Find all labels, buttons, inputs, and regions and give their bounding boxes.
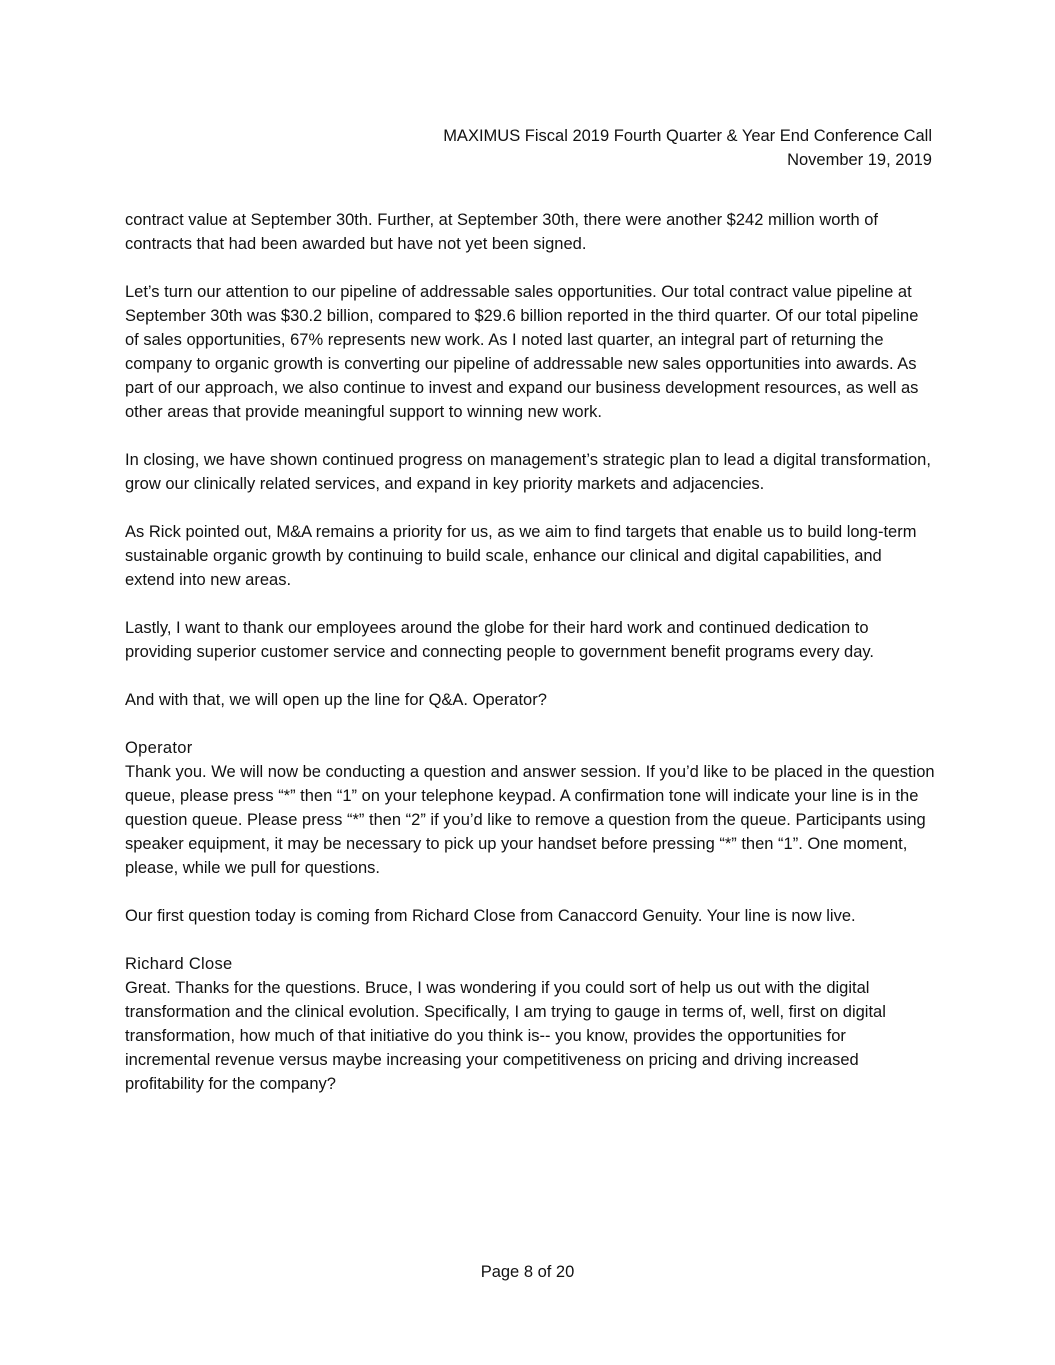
document-date: November 19, 2019 bbox=[787, 151, 932, 169]
paragraph-contract-value: contract value at September 30th. Further, at September 30th, there were another $242 million worth of contracts that had been awarded but have not yet been signed. bbox=[125, 211, 879, 253]
page-footer bbox=[0, 1260, 1055, 1284]
paragraph-pipeline: Let’s turn our attention to our pipeline of addressable sales opportunities. Our total contract value pipeline at September 30th was $30.2 billion, compared to $29.6 billion reported in the third quarter. Of our total pipeline of sales opportunities, 67% represents new work. As I noted last quarter, an integral part of returning the company to organic growth is converting our pipeline of addressable new sales opportunities into awards. As part of our approach, we also continue to invest and expand our business development resources, as well as other areas that provide meaningful support to winning new work. bbox=[125, 283, 919, 421]
paragraph-first-question: Our first question today is coming from Richard Close from Canaccord Genuity. Your line is now live. bbox=[125, 907, 856, 925]
paragraph-open-line: And with that, we will open up the line for Q&A. Operator? bbox=[125, 691, 547, 709]
paragraph-richard-question: Great. Thanks for the questions. Bruce, I was wondering if you could sort of help us out with the digital transformation and the clinical evolution. Specifically, I am trying to gauge in terms of, well, first on digital transformation, how much of that initiative do you think is-- you know, provides the opportunities for incremental revenue versus maybe increasing your competitiveness on pricing and driving increased profitability for the company? bbox=[125, 979, 886, 1093]
speaker-name-richard-close: Richard Close bbox=[125, 955, 233, 973]
operator-block bbox=[125, 736, 935, 880]
paragraph-closing: In closing, we have shown continued progress on management’s strategic plan to lead a digital transformation, grow our clinically related services, and expand in key priority markets and adjacencies. bbox=[125, 451, 931, 493]
transcript-body bbox=[125, 208, 935, 1120]
richard-close-block bbox=[125, 952, 935, 1096]
paragraph-thanks: Lastly, I want to thank our employees around the globe for their hard work and continued dedication to providing superior customer service and connecting people to government benefit programs every day. bbox=[125, 619, 875, 661]
paragraph-operator-instructions: Thank you. We will now be conducting a question and answer session. If you’d like to be placed in the question queue, please press “*” then “1” on your telephone keypad. A confirmation tone will indicate your line is in the question queue. Please press “*” then “2” if you’d like to remove a question from the queue. Participants using speaker equipment, it may be necessary to pick up your handset before pressing “*” then “1”. One moment, please, while we pull for questions. bbox=[125, 763, 935, 877]
page-number: Page 8 of 20 bbox=[480, 1263, 575, 1281]
speaker-name-operator: Operator bbox=[125, 739, 193, 757]
paragraph-m-and-a: As Rick pointed out, M&A remains a priority for us, as we aim to find targets that enable us to build long-term sustainable organic growth by continuing to build scale, enhance our clinical and digital capabilities, and extend into new areas. bbox=[125, 523, 917, 589]
page-header bbox=[443, 124, 932, 172]
document-title: MAXIMUS Fiscal 2019 Fourth Quarter & Year End Conference Call bbox=[443, 127, 932, 145]
